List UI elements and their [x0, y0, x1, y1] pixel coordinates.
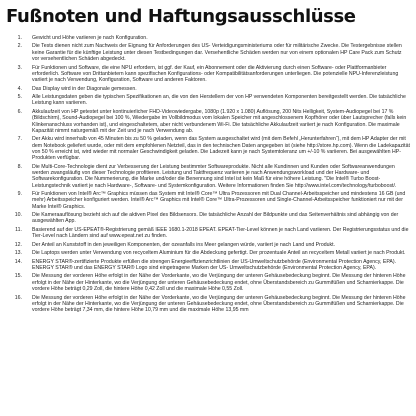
footnote-number: 14.: [14, 258, 22, 265]
footnote-item: [6, 295, 410, 314]
footnote-item: [6, 227, 410, 240]
footnote-number: 16.: [14, 294, 22, 301]
footnote-number: 9.: [17, 191, 22, 198]
footnote-number: 10.: [14, 212, 22, 219]
footnote-number: 3.: [17, 64, 22, 71]
footnote-number: 7.: [17, 136, 22, 143]
footnote-item: [6, 86, 410, 92]
footnote-text: Der Akku wird innerhalb von 45 Minuten bis zu 50 % geladen, wenn das System ausgeschaltet wird (mit dem Befehl „Herunterfahren“), mit dem HP Adapter der mit dem Notebook geliefert wurde, oder mit dem empfohlenen Netzteil, das in den technischen Daten angegeben ist (siehe http://store.hp.com). Wenn die Ladekapazität von 50 % erreicht ist, wird wieder mit normaler Geschwindigkeit geladen. Die Ladezeit kann je nach Systemtoleranz um +/-10 % variieren. Bei ausgewählten HP-Produkten verfügbar.: [32, 136, 410, 162]
footnote-number: 8.: [17, 163, 22, 170]
footnote-item: [6, 191, 410, 210]
footnote-text: Für Funktionen von Intel® Arc™ Graphics müssen das System mit Intel® Core™ Ultra Prozessoren mit Dual Channel-Arbeitsspeicher und mindestens 16 GB (und mehr) Arbeitsspeicher konfiguriert werden. Intel® Arc™ Graphics mit Intel® Core™ Ultra-Prozessoren und Single-Channel-Arbeitsspeicher funktioniert nur mit der Marke Intel® Graphics.: [32, 191, 406, 210]
footnote-item: [6, 242, 410, 248]
footnote-item: [6, 273, 410, 292]
footnote-list: [6, 35, 410, 313]
footnote-item: [6, 65, 410, 84]
footnote-item: [6, 35, 410, 41]
footnote-number: 6.: [17, 108, 22, 115]
footnote-item: [6, 250, 410, 256]
footnote-text: Die Kameraauflösung bezieht sich auf die aktiven Pixel des Bildsensors. Die tatsächliche Anzahl der Bildpunkte und das Seitenverhältnis sind abhängig von der ausgewählten App.: [32, 212, 399, 225]
footnote-number: 13.: [14, 250, 22, 257]
footnote-item: [6, 259, 410, 272]
footnote-item: [6, 94, 410, 107]
footnote-item: [6, 43, 410, 62]
footnote-text: Die Multi-Core-Technologie dient zur Verbesserung der Leistung bestimmter Softwareprodukte. Nicht alle Kundinnen und Kunden oder Softwareanwendungen werden zwangsläufig von dieser Technologie profitieren. Leistung und Taktfrequenz variieren je nach Anwendungsworkload und der Hardware- und Softwarekonfiguration. Die Nummerierung, die Marke und/oder die Benennung sind Intel ist kein Maß für eine höhere Leistung. "Die Intel® Turbo Boost-Leistungstechnik variiert je nach Hardware-, Software- und Systemkonfiguration. Weitere Informationen finden Sie http://www.intel.com/technology/turboboost/.: [32, 163, 397, 189]
footnote-number: 11.: [15, 226, 22, 233]
footnote-text: Die Messung der vorderen Höhe erfolgt in der Nähe der Vorderkante, wo die Verjüngung der unteren Gehäusebedeckung beginnt. Die Messung der hinteren Höhe erfolgt in der Nähe der Hinterkante, wo die Verjüngung der unteren Gehäusebedeckung endet, ohne Überstandsbereich zu Gummifüßen und Scharnierkappe. Die vordere Höhe beträgt 0,29 Zoll, die hintere Höhe 0,42 Zoll und die maximale Höhe 0,55 Zoll.: [32, 273, 406, 293]
footnote-text: Die Messung der vorderen Höhe erfolgt in der Nähe der Vorderkante, wo die Verjüngung der unteren Gehäusebedeckung beginnt. Die Messung der hinteren Höhe erfolgt in der Nähe der Hinterkante, wo die Verjüngung der unteren Gehäusebedeckung endet, ohne Überstandsbereich zu Gummifüßen und Scharnierkappe. Die vordere Höhe beträgt 7,34 mm, die hintere Höhe 10,79 mm und die maximale Höhe 13,95 mm: [32, 294, 406, 314]
footnote-item: [6, 136, 410, 161]
footnote-text: Die Laptops werden unter Verwendung von recyceltem Aluminium für die Abdeckung gefertigt. Der prozentuale Anteil an recyceltem Metall variiert je nach Produkt.: [32, 250, 406, 257]
footnote-number: 2.: [17, 43, 22, 50]
footnote-text: ENERGY STAR®-zertifizierte Produkte erfüllen die strengen Energieeffizienzrichtlinien der US-Umweltschutzbehörde (Environmental Protection Agency, EPA). ENERGY STAR® und das ENERGY STAR® Logo sind eingetragene Marken der US- Umweltschutzbehörde (Environmental Protection Agency, EPA).: [32, 258, 397, 271]
footnote-text: Der Anteil an Kunststoff in den jeweiligen Komponenten, der ozeanfalls ins Meer gelangen würde, variiert je nach Land und Produkt.: [32, 241, 335, 248]
footnote-number: 15.: [14, 273, 22, 280]
footnote-text: Das Display wird in der Diagonale gemessen.: [32, 85, 137, 92]
footnote-number: 12.: [14, 241, 22, 248]
page-title: Fußnoten und Haftungsausschlüsse: [6, 6, 356, 27]
footnote-text: Die Tests dienen nicht zum Nachweis der Eignung für Anforderungen des US- Verteidigungsministeriums oder für militärische Zwecke. Die Testergebnisse stellen keine Garantie für die künftige Leistung unter diesen Testbedingungen dar. Versehentliche Schäden werden nur von einem optionalen HP Care Pack zum Schutz vor versehentlichen Schäden abgedeckt.: [32, 43, 402, 63]
footnote-text: Akkulaufzeit von HP getestet unter kontinuierlicher FHD-Videowiedergabe, 1080p (1.920 x 1.080) Auflösung, 200 Nits Helligkeit, System-Audiopegel bei 17 % (Bildschirm), Sound-Audiopegel bei 100 %, Wiedergabe im Vollbildmodus vom lokalen Speicher mit angeschlossenem Kopfhörer oder über Lautsprecher (falls kein Klinkenanschluss vorhanden ist), und eingeschaltetem, aber nicht verbundenem Wi-Fi. Die tatsächliche Akkulaufzeit variiert je nach Konfiguration. Die maximale Kapazität nimmt naturgemäß mit der Zeit und je nach Verwendung ab.: [32, 108, 407, 134]
footnote-item: [6, 212, 410, 225]
footnote-text: Basierend auf der US-EPEAT®-Registrierung gemäß IEEE 1680.1-2018 EPEAT. EPEAT-Tier-Level können je nach Land variieren. Der Registrierungsstatus und die Tier-Level nach Ländern sind auf www.epeat.net zu finden.: [32, 226, 409, 240]
footnote-item: [6, 109, 410, 134]
footnote-number: 4.: [17, 85, 22, 92]
footnote-number: 1.: [17, 35, 22, 41]
footnote-number: 5.: [17, 94, 22, 101]
footnote-text: Alle Leistungsdaten geben die typischen Spezifikationen an, die von den Herstellern der von HP verwendeten Komponenten bereitgestellt werden. Die tatsächliche Leistung kann variieren.: [32, 94, 406, 107]
footnote-text: Gewicht und Höhe variieren je nach Konfiguration.: [32, 35, 148, 41]
footnote-item: [6, 164, 410, 189]
footnote-text: Für Funktionen und Software, die eine NPU erfordern, ist ggf. der Kauf, ein Abonnement oder die Aktivierung durch einen Software- oder Plattformanbieter erforderlich. Software von Drittanbietern kann spezifischen Konfigurations- oder Kompatibilitätsanforderungen unterliegen. Die potenzielle NPU-Inferenzleistung variiert je nach Verwendung, Konfiguration, Software und anderen Faktoren.: [32, 64, 399, 84]
